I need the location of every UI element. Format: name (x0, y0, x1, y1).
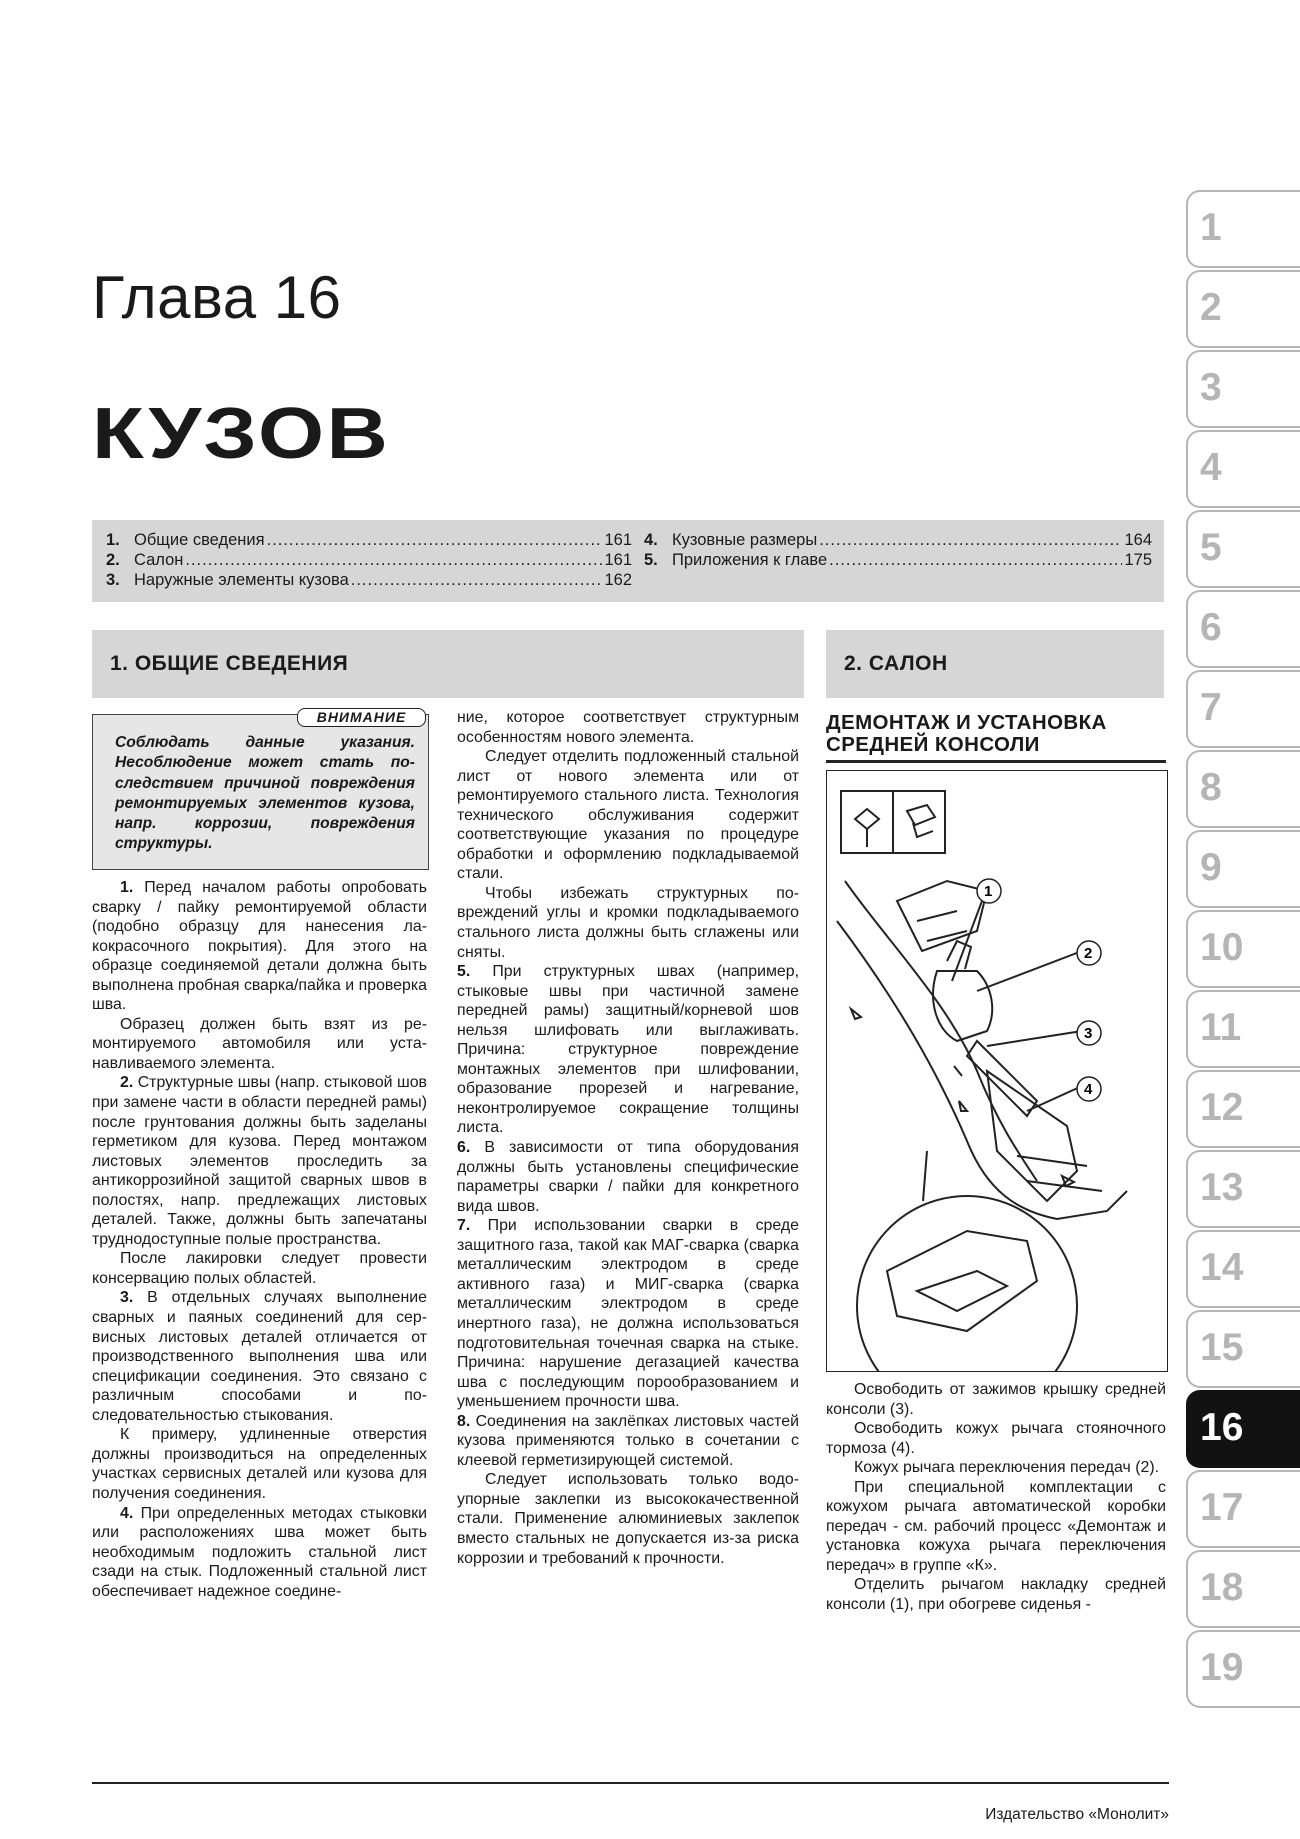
paragraph: Кожух рычага переключения передач (2). (854, 1459, 1160, 1477)
subsection-rule (826, 760, 1166, 763)
warning-text: Соблюдать данные указания. Несоблюдение может стать последствием причиной повреждения ремонтируемых элементов кузова, напр. коррозии, повреждения структуры. (115, 734, 415, 853)
dot-leader (267, 530, 603, 550)
text-column-2 (457, 708, 799, 1568)
paragraph: Освободить кожух рычага стояночного тормоза (4). (826, 1420, 1166, 1457)
text-column-1 (92, 878, 427, 1601)
section-header-salon (826, 630, 1164, 698)
contents-item-page: 175 (1124, 551, 1152, 569)
dot-leader (351, 570, 603, 590)
contents-item[interactable] (106, 570, 632, 590)
contents-item-page: 162 (604, 571, 632, 589)
chapter-title: КУЗОВ (92, 394, 391, 474)
contents-item[interactable] (644, 530, 1152, 550)
chapter-tab-11[interactable]: 11 (1186, 990, 1300, 1068)
contents-item-number: 1. (106, 531, 120, 549)
paragraph: Следует использовать только водоупорные заклепки из высококачественной стали. Применение алюминиевых заклепок вместо стальных не допускается из-за риска коррозии и требований к прочности. (457, 1471, 799, 1567)
paragraph: К примеру, удлиненные отверстия должны производиться на определенных участках сервисных деталей или кузова для получения соединения. (92, 1426, 427, 1502)
callout-4: 4 (1084, 1081, 1093, 1098)
chapter-contents (92, 520, 1164, 602)
chapter-tab-12[interactable]: 12 (1186, 1070, 1300, 1148)
chapter-tab-1[interactable]: 1 (1186, 190, 1300, 268)
chapter-tab-6[interactable]: 6 (1186, 590, 1300, 668)
contents-column-left (106, 530, 632, 590)
chapter-label: Глава 16 (92, 264, 342, 331)
warning-box (92, 709, 429, 870)
paragraph: 2. Структурные швы (напр. стыковой шов при замене части в области передней рамы) после грунтования должны быть заделаны герметиком для кузова. Перед монтажом листовых элементов проследить за антикоррозийной защитой сварных швов в полостях, напр. предлежащих листовых деталей. Также, должны быть запечатаны труднодоступные полые пространства. (92, 1074, 427, 1248)
paragraph: Образец должен быть взят из ремонтируемого автомобиля или устанавливаемого элемента. (92, 1015, 427, 1072)
callout-2: 2 (1084, 945, 1093, 962)
contents-item-number: 4. (644, 531, 658, 549)
chapter-tab-2[interactable]: 2 (1186, 270, 1300, 348)
paragraph: ние, которое соответствует структурным особенностям нового элемента. (457, 709, 799, 746)
contents-item-title: Салон (134, 551, 184, 569)
footer-rule (92, 1782, 1169, 1784)
text-column-3 (826, 1380, 1166, 1615)
clip-inset (893, 791, 945, 853)
chapter-tab-8[interactable]: 8 (1186, 750, 1300, 828)
paragraph: 4. При определенных методах стыковки или расположениях шва может быть необходимым подложить стальной лист сзади на стык. Подложенный стальной лист обеспечивает надежное соедине- (92, 1504, 427, 1600)
section-title: 1. ОБЩИЕ СВЕДЕНИЯ (110, 652, 349, 675)
paragraph: Чтобы избежать структурных повреждений углы и кромки подкладываемого стального листа должны быть сглажены или сняты. (457, 884, 799, 961)
contents-item-title: Наружные элементы кузова (134, 571, 349, 589)
contents-item[interactable] (644, 550, 1152, 570)
section-title: 2. САЛОН (844, 652, 948, 675)
contents-item-title: Кузовные размеры (672, 531, 818, 549)
chapter-tab-17[interactable]: 17 (1186, 1470, 1300, 1548)
callout-1: 1 (984, 883, 993, 900)
dot-leader (185, 550, 602, 570)
contents-item[interactable] (106, 550, 632, 570)
section-header-general (92, 630, 804, 698)
contents-item-page: 164 (1124, 531, 1152, 549)
chapter-tab-13[interactable]: 13 (1186, 1150, 1300, 1228)
paragraph: 7. При использовании сварки в среде защитного газа, такой как МАГ-сварка (сварка металлическим электродом в среде активного газа) и МИГ-сварка (сварка металлическим электродом в среде инертного газа), не должна использоваться подготовительная точечная сварка на стыке. Причина: нарушение дегазацией качества шва с последующим порообразованием и уменьшением прочности шва. (457, 1217, 799, 1411)
console-figure (826, 770, 1168, 1372)
contents-item-number: 3. (106, 571, 120, 589)
contents-item-number: 5. (644, 551, 658, 569)
chapter-tab-14[interactable]: 14 (1186, 1230, 1300, 1308)
chapter-tab-19[interactable]: 19 (1186, 1630, 1300, 1708)
subsection-title: ДЕМОНТАЖ И УСТАНОВКА СРЕДНЕЙ КОНСОЛИ (826, 711, 1107, 756)
warning-label: ВНИМАНИЕ (297, 708, 426, 727)
callout-3: 3 (1084, 1025, 1093, 1042)
chapter-tab-3[interactable]: 3 (1186, 350, 1300, 428)
paragraph: 8. Соединения на заклёпках листовых частей кузова применяются только в сочетании с клеевой герметизирующей системой. (457, 1412, 799, 1469)
contents-item-number: 2. (106, 551, 120, 569)
paragraph: Освободить от зажимов крышку средней консоли (3). (826, 1381, 1166, 1418)
console-drawing (827, 771, 1167, 1371)
contents-column-right (644, 530, 1152, 570)
publisher-footer: Издательство «Монолит» (985, 1806, 1169, 1823)
chapter-tab-7[interactable]: 7 (1186, 670, 1300, 748)
paragraph: 1. Перед началом работы опробовать сварку / пайку ремонтируемой области (подобно образцу для нанесения лакокрасочного покрытия). Для этого на образце соединяемой детали должна быть выполнена пробная сварка/пайка и проверка шва. (92, 879, 428, 1014)
paragraph: После лакировки следует провести консервацию полых областей. (92, 1250, 427, 1287)
contents-item-title: Приложения к главе (672, 551, 828, 569)
chapter-tab-10[interactable]: 10 (1186, 910, 1300, 988)
paragraph: 3. В отдельных случаях выполнение сварных и паяных соединений для сервисных листовых деталей отличается от производственного выполнения шва или спецификации соединения. Это связано с различным способами и последовательностью стыкования. (92, 1289, 427, 1424)
paragraph: 6. В зависимости от типа оборудования должны быть установлены специфические параметры сварки / пайки для конкретного вида швов. (457, 1139, 799, 1215)
chapter-tab-15[interactable]: 15 (1186, 1310, 1300, 1388)
chapter-tab-5[interactable]: 5 (1186, 510, 1300, 588)
contents-item-page: 161 (604, 551, 632, 569)
paragraph: При специальной комплектации с кожухом рычага автоматической коробки передач - см. рабочий процесс «Демонтаж и установка кожуха рычага переключения передач» в группе «К». (826, 1478, 1166, 1574)
chapter-tab-18[interactable]: 18 (1186, 1550, 1300, 1628)
chapter-tab-9[interactable]: 9 (1186, 830, 1300, 908)
paragraph: Следует отделить подложенный стальной лист от нового элемента или от ремонтируемого стального листа. Технология технического обслуживания содержит соответствующие указания по процедуре обработки и оформлению подкладываемой стали. (457, 748, 799, 883)
dot-leader (819, 530, 1122, 550)
chapter-tab-16-active[interactable]: 16 (1186, 1390, 1300, 1468)
chapter-tab-4[interactable]: 4 (1186, 430, 1300, 508)
paragraph: 5. При структурных швах (например, стыковые швы при частичной замене передней рамы) защитный/корневой шов нельзя шлифовать или выглаживать. Причина: структурное повреждение монтажных элементов при шлифовании, образование прорезей и нагревание, неконтролируемое сокращение толщины листа. (457, 963, 800, 1137)
contents-item[interactable] (106, 530, 632, 550)
contents-item-page: 161 (604, 531, 632, 549)
contents-item-title: Общие сведения (134, 531, 265, 549)
paragraph: Отделить рычагом накладку средней консоли (1), при обогреве сиденья - (826, 1576, 1166, 1614)
dot-leader (829, 550, 1122, 570)
